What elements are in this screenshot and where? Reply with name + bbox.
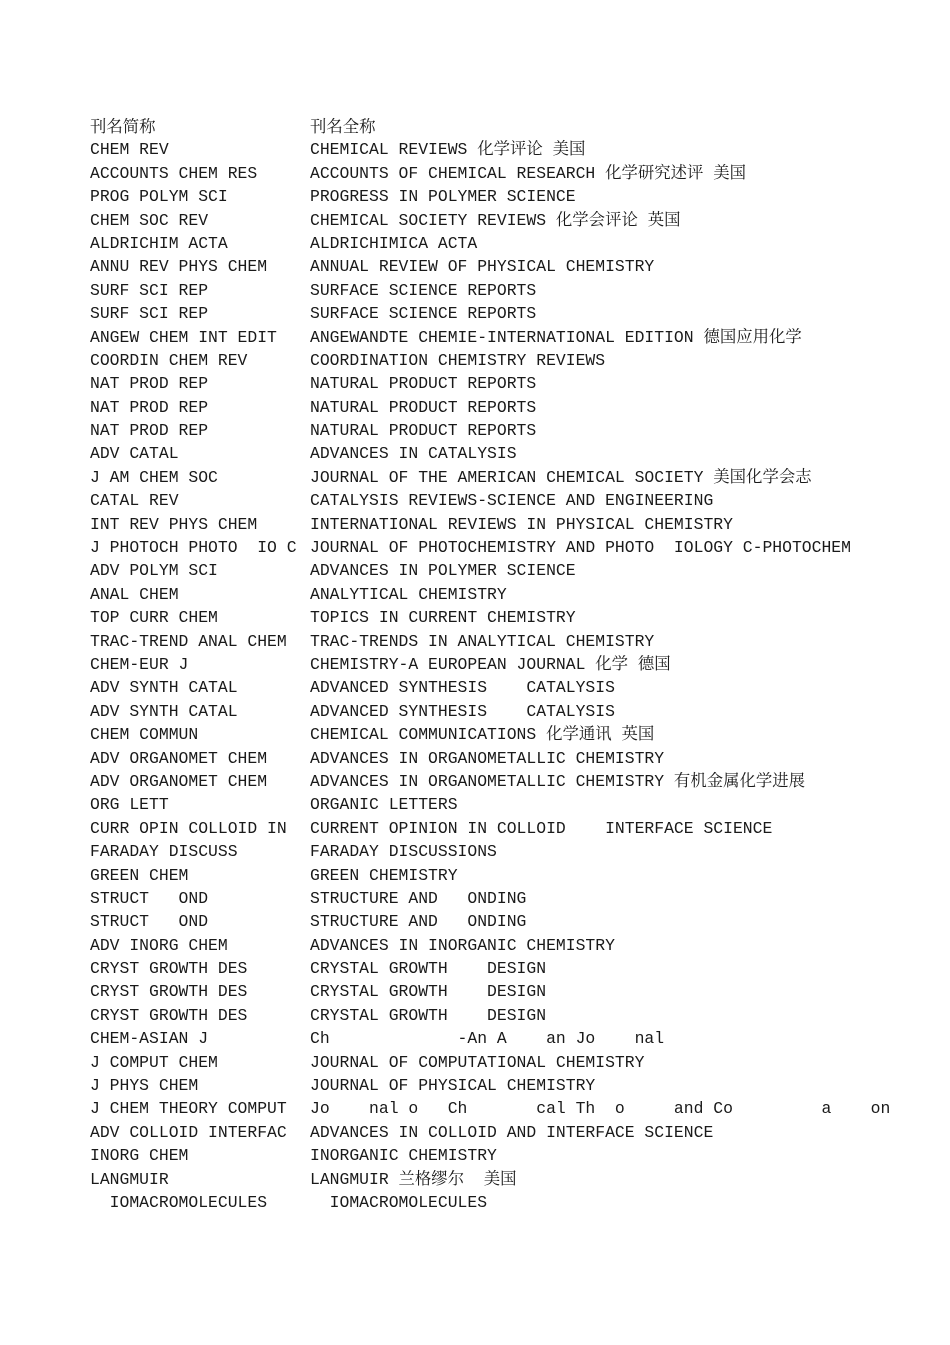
table-row [90, 372, 930, 395]
journal-abbreviation: ADV POLYM SCI [90, 561, 218, 581]
journal-abbreviation: ADV COLLOID INTERFAC [90, 1122, 287, 1142]
table-row [90, 1051, 930, 1074]
journal-full-name: JOURNAL OF THE AMERICAN CHEMICAL SOCIETY 美国化学会志 [310, 467, 812, 487]
table-row [90, 1144, 930, 1167]
journal-abbreviation: TRAC-TREND ANAL CHEM [90, 631, 287, 651]
journal-abbreviation: IOMACROMOLECULES [90, 1192, 268, 1212]
journal-full-name: ORGANIC LETTERS [310, 795, 458, 815]
journal-abbreviation: SURF SCI REP [90, 280, 209, 300]
table-row [90, 934, 930, 957]
journal-full-name: JOURNAL OF PHOTOCHEMISTRY AND PHOTO IOLOGY C-PHOTOCHEM [310, 538, 851, 558]
journal-full-name: ADVANCES IN INORGANIC CHEMISTRY [310, 935, 615, 955]
journal-full-name: NATURAL PRODUCT REPORTS [310, 374, 537, 394]
abbr-column-header: 刊名简称 [90, 117, 156, 136]
journal-full-name: ADVANCES IN ORGANOMETALLIC CHEMISTRY 有机金属化学进展 [310, 771, 806, 791]
journal-full-name: IOMACROMOLECULES [310, 1192, 488, 1212]
table-row [90, 653, 930, 676]
table-row [90, 185, 930, 208]
table-row [90, 747, 930, 770]
table-row [90, 302, 930, 325]
journal-full-name: STRUCTURE AND ONDING [310, 888, 527, 908]
journal-full-name: CRYSTAL GROWTH DESIGN [310, 982, 547, 1002]
journal-abbreviation: TOP CURR CHEM [90, 608, 218, 628]
journal-abbreviation: CHEM COMMUN [90, 725, 199, 745]
table-row [90, 466, 930, 489]
journal-abbreviation: ADV CATAL [90, 444, 179, 464]
journal-full-name: FARADAY DISCUSSIONS [310, 842, 497, 862]
journal-full-name: ACCOUNTS OF CHEMICAL RESEARCH 化学研究述评 美国 [310, 163, 747, 183]
journal-abbreviation: CURR OPIN COLLOID IN [90, 818, 287, 838]
table-row [90, 513, 930, 536]
journal-abbreviation: ADV SYNTH CATAL [90, 701, 238, 721]
table-row [90, 419, 930, 442]
table-row [90, 255, 930, 278]
journal-full-name: PROGRESS IN POLYMER SCIENCE [310, 187, 576, 207]
journal-full-name: INTERNATIONAL REVIEWS IN PHYSICAL CHEMISTRY [310, 514, 733, 534]
table-row [90, 630, 930, 653]
table-row [90, 209, 930, 232]
journal-full-name: INORGANIC CHEMISTRY [310, 1146, 497, 1166]
journal-full-name: ANALYTICAL CHEMISTRY [310, 584, 507, 604]
journal-full-name: ALDRICHIMICA ACTA [310, 233, 478, 253]
journal-abbreviation: SURF SCI REP [90, 304, 209, 324]
journal-full-name: CRYSTAL GROWTH DESIGN [310, 959, 547, 979]
table-row [90, 770, 930, 793]
journal-full-name: JOURNAL OF COMPUTATIONAL CHEMISTRY [310, 1052, 645, 1072]
journal-full-name: TRAC-TRENDS IN ANALYTICAL CHEMISTRY [310, 631, 655, 651]
table-row [90, 1027, 930, 1050]
table-row [90, 887, 930, 910]
journal-abbreviation: ACCOUNTS CHEM RES [90, 163, 258, 183]
journal-abbreviation: LANGMUIR [90, 1169, 169, 1189]
journal-abbreviation: GREEN CHEM [90, 865, 189, 885]
journal-full-name: ADVANCES IN COLLOID AND INTERFACE SCIENCE [310, 1122, 714, 1142]
journal-abbreviation: ANAL CHEM [90, 584, 179, 604]
journal-table [90, 115, 930, 1214]
table-row [90, 1097, 930, 1120]
journal-abbreviation: ADV ORGANOMET CHEM [90, 771, 268, 791]
journal-abbreviation: CRYST GROWTH DES [90, 1005, 248, 1025]
table-row [90, 279, 930, 302]
table-row [90, 536, 930, 559]
journal-abbreviation: CATAL REV [90, 491, 179, 511]
table-body [90, 138, 930, 1214]
journal-full-name: LANGMUIR 兰格缪尔 美国 [310, 1169, 517, 1189]
journal-abbreviation: STRUCT OND [90, 888, 209, 908]
table-header-row [90, 115, 930, 138]
journal-full-name: ANGEWANDTE CHEMIE-INTERNATIONAL EDITION 德国应用化学 [310, 327, 802, 347]
journal-abbreviation: J PHYS CHEM [90, 1076, 199, 1096]
journal-abbreviation: STRUCT OND [90, 912, 209, 932]
journal-full-name: JOURNAL OF PHYSICAL CHEMISTRY [310, 1076, 596, 1096]
journal-full-name: CHEMICAL SOCIETY REVIEWS 化学会评论 英国 [310, 210, 681, 230]
journal-abbreviation: FARADAY DISCUSS [90, 842, 238, 862]
journal-full-name: CHEMISTRY-A EUROPEAN JOURNAL 化学 德国 [310, 654, 671, 674]
journal-full-name: CATALYSIS REVIEWS-SCIENCE AND ENGINEERING [310, 491, 714, 511]
table-row [90, 162, 930, 185]
journal-abbreviation: J AM CHEM SOC [90, 467, 218, 487]
journal-abbreviation: ANNU REV PHYS CHEM [90, 257, 268, 277]
journal-full-name: ADVANCES IN CATALYSIS [310, 444, 517, 464]
table-row [90, 232, 930, 255]
table-row [90, 559, 930, 582]
journal-abbreviation: CHEM-ASIAN J [90, 1029, 209, 1049]
journal-abbreviation: INORG CHEM [90, 1146, 189, 1166]
journal-abbreviation: CRYST GROWTH DES [90, 982, 248, 1002]
table-row [90, 138, 930, 161]
table-row [90, 442, 930, 465]
table-row [90, 817, 930, 840]
journal-full-name: ADVANCES IN ORGANOMETALLIC CHEMISTRY [310, 748, 665, 768]
journal-abbreviation: ALDRICHIM ACTA [90, 233, 228, 253]
table-row [90, 1004, 930, 1027]
journal-full-name: TOPICS IN CURRENT CHEMISTRY [310, 608, 576, 628]
table-row [90, 489, 930, 512]
journal-abbreviation: NAT PROD REP [90, 397, 209, 417]
table-row [90, 326, 930, 349]
table-row [90, 723, 930, 746]
table-row [90, 583, 930, 606]
table-row [90, 1121, 930, 1144]
journal-full-name: STRUCTURE AND ONDING [310, 912, 527, 932]
table-row [90, 980, 930, 1003]
journal-abbreviation: CHEM SOC REV [90, 210, 209, 230]
journal-abbreviation: CRYST GROWTH DES [90, 959, 248, 979]
table-row [90, 700, 930, 723]
journal-full-name: GREEN CHEMISTRY [310, 865, 458, 885]
journal-full-name: SURFACE SCIENCE REPORTS [310, 280, 537, 300]
journal-full-name: CHEMICAL COMMUNICATIONS 化学通讯 英国 [310, 725, 655, 745]
journal-abbreviation: CHEM REV [90, 140, 169, 160]
journal-abbreviation: CHEM-EUR J [90, 654, 189, 674]
journal-abbreviation: NAT PROD REP [90, 374, 209, 394]
journal-abbreviation: J CHEM THEORY COMPUT [90, 1099, 287, 1119]
table-row [90, 1168, 930, 1191]
journal-full-name: ADVANCES IN POLYMER SCIENCE [310, 561, 576, 581]
table-row [90, 1074, 930, 1097]
table-row [90, 910, 930, 933]
journal-full-name: SURFACE SCIENCE REPORTS [310, 304, 537, 324]
journal-abbreviation: PROG POLYM SCI [90, 187, 228, 207]
journal-abbreviation: ADV INORG CHEM [90, 935, 228, 955]
journal-full-name: ADVANCED SYNTHESIS CATALYSIS [310, 678, 615, 698]
journal-abbreviation: J COMPUT CHEM [90, 1052, 218, 1072]
table-row [90, 1191, 930, 1214]
full-name-column-header: 刊名全称 [310, 117, 376, 136]
journal-abbreviation: COORDIN CHEM REV [90, 350, 248, 370]
journal-full-name: CRYSTAL GROWTH DESIGN [310, 1005, 547, 1025]
table-row [90, 396, 930, 419]
table-row [90, 676, 930, 699]
table-row [90, 840, 930, 863]
table-row [90, 957, 930, 980]
journal-full-name: CHEMICAL REVIEWS 化学评论 美国 [310, 140, 586, 160]
journal-full-name: CURRENT OPINION IN COLLOID INTERFACE SCIENCE [310, 818, 773, 838]
journal-full-name: COORDINATION CHEMISTRY REVIEWS [310, 350, 606, 370]
journal-abbreviation: ADV ORGANOMET CHEM [90, 748, 268, 768]
table-row [90, 793, 930, 816]
journal-full-name: ANNUAL REVIEW OF PHYSICAL CHEMISTRY [310, 257, 655, 277]
journal-abbreviation: ANGEW CHEM INT EDIT [90, 327, 277, 347]
journal-full-name: NATURAL PRODUCT REPORTS [310, 421, 537, 441]
journal-abbreviation: INT REV PHYS CHEM [90, 514, 258, 534]
journal-full-name: NATURAL PRODUCT REPORTS [310, 397, 537, 417]
journal-full-name: ADVANCED SYNTHESIS CATALYSIS [310, 701, 615, 721]
journal-abbreviation: NAT PROD REP [90, 421, 209, 441]
table-row [90, 606, 930, 629]
journal-full-name: Jo nal o Ch cal Th o and Co a on [310, 1099, 891, 1119]
journal-abbreviation: ADV SYNTH CATAL [90, 678, 238, 698]
journal-full-name: Ch -An A an Jo nal [310, 1029, 665, 1049]
table-row [90, 864, 930, 887]
journal-abbreviation: ORG LETT [90, 795, 169, 815]
table-row [90, 349, 930, 372]
journal-abbreviation: J PHOTOCH PHOTO IO C [90, 538, 297, 558]
